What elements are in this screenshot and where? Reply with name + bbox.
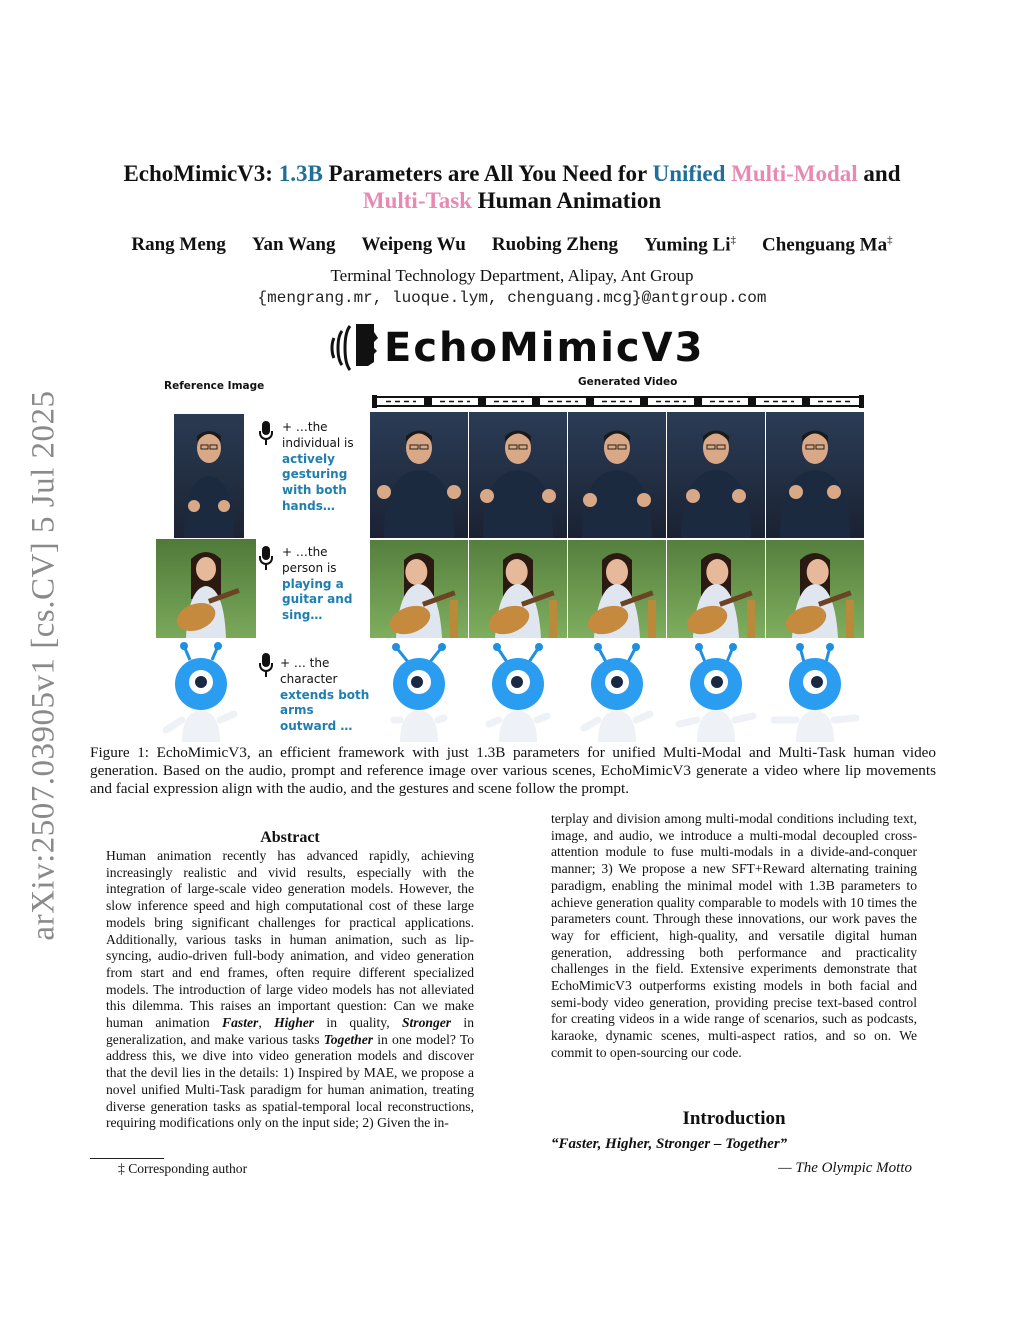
prompt-highlight: outward … xyxy=(280,719,353,734)
author-name: Rang Meng xyxy=(131,234,226,255)
prompt-highlight: sing… xyxy=(282,608,323,623)
footnote: ‡ Corresponding author xyxy=(118,1161,248,1176)
author xyxy=(131,234,225,256)
generated-frame xyxy=(766,642,864,742)
prompt-row-3 xyxy=(280,656,369,735)
abstract-body-left xyxy=(106,848,474,1132)
reference-image-man xyxy=(174,414,244,538)
generated-frame xyxy=(667,642,765,742)
prompt-highlight: hands… xyxy=(282,498,335,513)
title-text: Parameters are All You Need for xyxy=(322,161,653,186)
title-text: EchoMimicV3: xyxy=(123,161,279,186)
generated-frame xyxy=(568,642,666,742)
affiliation: Terminal Technology Department, Alipay, Ant Group xyxy=(330,266,694,285)
title-line-2 xyxy=(90,187,934,214)
author-mark: ‡ xyxy=(887,234,893,246)
abstract-emphasis: Faster xyxy=(222,1015,259,1031)
olympic-motto: “Faster, Higher, Stronger – Together” xyxy=(551,1136,788,1152)
author xyxy=(361,234,465,256)
abstract-text: in generalization, and make various tasks xyxy=(106,1015,474,1047)
prompt-highlight: with both xyxy=(282,483,347,498)
abstract-text: in one model? To address this, we dive into video generation models and discover that the devil lies in the details: 1) Inspired by MAE, we propose a novel unified Multi-Task paradigm for human animation, treating diverse generation tasks as spatial-temporal local reconstructions, requiring modifications only on the input side; 2) Given the in- xyxy=(106,1031,474,1131)
generated-frame xyxy=(370,642,468,742)
generated-frame xyxy=(766,540,864,638)
paper-title xyxy=(90,160,934,214)
author-name: Ruobing Zheng xyxy=(491,234,619,255)
author-list xyxy=(100,234,924,256)
generated-frame xyxy=(469,540,567,638)
arxiv-stamp xyxy=(8,380,80,950)
footnote-rule xyxy=(90,1158,164,1159)
author-name: Yuming Li xyxy=(644,234,731,256)
generated-frame xyxy=(370,412,468,538)
abstract-text: Human animation recently has advanced rapidly, achieving increasingly realistic and vivid results, especially with the integration of large-scale video generation models. However, the slow inference speed and high computational cost of these large models bring significant challenges for practical applications. Additionally, various tasks in human animation, such as lip-syncing, audio-driven full-body animation, and video generation from start and end frames, often require different specialized models. The introduction of large video models has not alleviated this dilemma. This raises an important question: Can we make human animation xyxy=(106,848,474,1031)
title-line-1 xyxy=(90,160,934,187)
author xyxy=(252,234,336,256)
prompt-text: + …the xyxy=(282,420,328,434)
title-text: and xyxy=(857,161,901,186)
prompt-highlight: playing a xyxy=(282,576,344,591)
generated-frame xyxy=(667,540,765,638)
prompt-row-1 xyxy=(282,420,354,515)
prompt-highlight: gesturing xyxy=(282,467,348,482)
prompt-text: character xyxy=(280,671,338,686)
prompt-highlight: guitar and xyxy=(282,592,353,607)
prompt-highlight: arms xyxy=(280,703,314,718)
abstract-text: in quality, xyxy=(314,1015,402,1031)
abstract-emphasis: Stronger xyxy=(401,1015,452,1031)
introduction-heading: Introduction xyxy=(682,1108,786,1129)
microphone-icon xyxy=(258,545,274,571)
generated-frame xyxy=(370,540,468,638)
sound-wave-face-icon xyxy=(322,320,384,376)
title-text: Human Animation xyxy=(471,188,662,213)
author-email[interactable]: {mengrang.mr, luoque.lym, chenguang.mcg}@antgroup.com xyxy=(257,289,767,307)
prompt-text: person is xyxy=(282,560,337,575)
generated-frame xyxy=(469,642,567,742)
title-highlight-unified: Unified xyxy=(652,161,726,186)
prompt-text: individual is xyxy=(282,435,354,450)
prompt-highlight: extends both xyxy=(280,687,370,702)
generated-frame xyxy=(568,540,666,638)
generated-frame xyxy=(568,412,666,538)
author xyxy=(762,234,893,256)
generated-frame xyxy=(469,412,567,538)
generated-frame xyxy=(667,412,765,538)
video-timeline-strip xyxy=(372,394,864,408)
reference-image-character xyxy=(160,642,242,742)
abstract-emphasis: Together xyxy=(323,1031,374,1047)
abstract-body-right: terplay and division among multi-modal conditions including text, image, and audio, we introduce a multi-modal decoupled cross-attention module to fuse multi-modals in a divide-and-conquer manner; 3) We propose a new SFT+Reward alternating training paradigm, enabling the minimal model with 1.3B parameters to achieve generation quality comparable to models with 10 times the parameters count. Through these innovations, our work paves the way for efficient, high-quality, and versatile digital human generation, addressing both performance and practicality challenges in the field. Extensive experiments demonstrate that EchoMimicV3 outperforms existing models in both facial and semi-body video generation, providing precise text-based control for creating videos in a wide range of scenarios, such as podcasts, karaoke, dynamic scenes, multi-aspect ratios, and so on. We commit to open-sourcing our code. xyxy=(551,811,917,1060)
title-highlight-params: 1.3B xyxy=(278,161,323,186)
generated-video-label: Generated Video xyxy=(578,376,678,388)
reference-image-guitarist xyxy=(156,539,256,638)
title-highlight-multitask: Multi-Task xyxy=(362,188,472,213)
abstract-emphasis: Higher xyxy=(274,1015,315,1031)
author xyxy=(492,234,618,256)
motto-source: — The Olympic Motto xyxy=(778,1160,912,1176)
microphone-icon xyxy=(258,652,274,678)
prompt-text: + …the xyxy=(282,545,328,559)
logo-wordmark: EchoMimicV3 xyxy=(384,325,705,371)
abstract-text: , xyxy=(258,1015,275,1031)
title-highlight-multimodal: Multi-Modal xyxy=(731,161,858,186)
arxiv-stamp-text: arXiv:2507.03905v1 [cs.CV] 5 Jul 2025 xyxy=(25,389,62,941)
author-name: Chenguang Ma xyxy=(761,234,888,256)
reference-image-label: Reference Image xyxy=(164,380,265,392)
prompt-row-2 xyxy=(282,545,352,624)
author-mark: ‡ xyxy=(730,234,736,246)
author xyxy=(644,234,736,256)
generated-frame xyxy=(766,412,864,538)
echomimic-logo xyxy=(322,320,705,376)
prompt-highlight: actively xyxy=(282,451,335,466)
microphone-icon xyxy=(258,420,274,446)
abstract-heading: Abstract xyxy=(260,829,320,846)
author-name: Weipeng Wu xyxy=(361,234,466,255)
figure-caption: Figure 1: EchoMimicV3, an efficient framework with just 1.3B parameters for unified Multi-Modal and Multi-Task human video generation. Based on the audio, prompt and reference image over various scenes, EchoMimicV3 generate a video where lip movements and facial expression align with the audio, and the gestures and scene follow the prompt. xyxy=(90,744,936,797)
author-name: Yan Wang xyxy=(251,234,336,255)
prompt-text: + … the xyxy=(280,656,330,670)
